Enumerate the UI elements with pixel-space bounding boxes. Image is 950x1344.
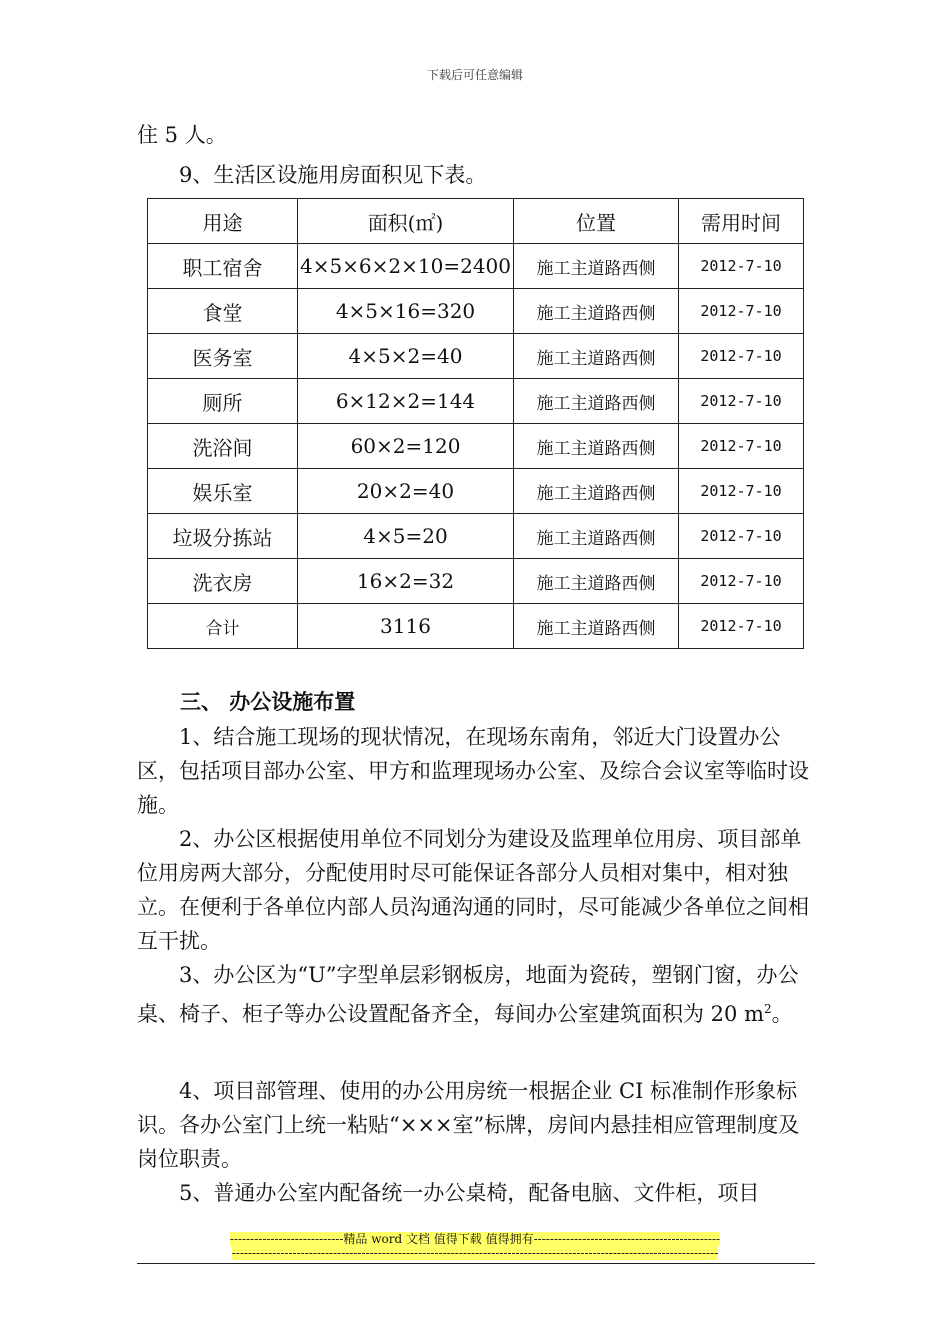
paragraph-3-text: 3、办公区为“U”字型单层彩钢板房，地面为瓷砖，塑钢门窗，办公桌、椅子、柜子等办公设置配备齐全，每间办公室建筑面积为 20 m [137,963,799,1026]
table-cell-date: 2012-7-10 [679,334,804,379]
table-cell-location: 施工主道路西侧 [514,559,679,604]
table-cell-location: 施工主道路西侧 [514,469,679,514]
table-cell-use: 职工宿舍 [148,244,298,289]
table-cell-use: 洗浴间 [148,424,298,469]
table-cell-location: 施工主道路西侧 [514,424,679,469]
table-row [148,244,804,289]
table-row [148,469,804,514]
paragraph-4: 4、项目部管理、使用的办公用房统一根据企业 CI 标准制作形象标识。各办公室门上统一粘贴“×××室”标牌，房间内悬挂相应管理制度及岗位职责。 [137,1079,800,1171]
paragraph-3 [137,958,817,1031]
table-cell-use: 垃圾分拣站 [148,514,298,559]
table-cell-date: 2012-7-10 [679,424,804,469]
table-cell-area: 4×5×6×2×10=2400 [298,244,514,289]
header-cell: 面积(㎡) [298,199,514,244]
table-cell-location: 施工主道路西侧 [514,514,679,559]
table-row [148,559,804,604]
table-cell-location: 施工主道路西侧 [514,289,679,334]
paragraph-1: 1、结合施工现场的现状情况，在现场东南角，邻近大门设置办公区，包括项目部办公室、甲方和监理现场办公室、及综合会议室等临时设施。 [137,725,809,817]
header-cell: 位置 [514,199,679,244]
table-total-row [148,604,804,649]
table-cell-use: 厕所 [148,379,298,424]
table-cell-area: 4×5×16=320 [298,289,514,334]
footer-banner-text: ----------------------------精品 word 文档 值得下载 值得拥有---------------------------------------------- [229,1232,721,1246]
table-cell-date: 2012-7-10 [679,244,804,289]
table-cell-use: 洗衣房 [148,559,298,604]
table-cell-date: 2012-7-10 [679,289,804,334]
table-cell-location: 施工主道路西侧 [514,604,679,649]
table-cell-area: 60×2=120 [298,424,514,469]
table-cell-location: 施工主道路西侧 [514,379,679,424]
table-cell-area: 20×2=40 [298,469,514,514]
table-cell-area: 6×12×2=144 [298,379,514,424]
table-cell-date: 2012-7-10 [679,604,804,649]
section-heading: 三、 办公设施布置 [180,689,356,714]
footer-banner [0,1230,950,1247]
table-row [148,379,804,424]
table-row [148,514,804,559]
table-cell-area: 4×5=20 [298,514,514,559]
header-cell: 用途 [148,199,298,244]
table-cell-date: 2012-7-10 [679,379,804,424]
header-note: 下载后可任意编辑 [426,68,523,82]
table-row [148,334,804,379]
paragraph-5: 5、普通办公室内配备统一办公桌椅，配备电脑、文件柜，项目 [179,1181,760,1205]
footer-dashes-text: ------------------------------------------------------------------------------------------------------------------------ [231,1246,719,1260]
table-cell-use: 医务室 [148,334,298,379]
table-header-row [148,199,804,244]
table-cell-location: 施工主道路西侧 [514,334,679,379]
paragraph-2: 2、办公区根据使用单位不同划分为建设及监理单位用房、项目部单位用房两大部分，分配使用时尽可能保证各部分人员相对集中，相对独立。在便利于各单位内部人员沟通沟通的同时，尽可能减少各单位之间相互干扰。 [137,827,809,953]
facilities-table [147,198,804,649]
table-cell-date: 2012-7-10 [679,514,804,559]
superscript-2: 2 [763,1002,772,1016]
table-cell-area: 3116 [298,604,514,649]
table-row [148,289,804,334]
table-cell-area: 16×2=32 [298,559,514,604]
table-row [148,424,804,469]
table-cell-location: 施工主道路西侧 [514,244,679,289]
intro-line-1: 住 5 人。 [137,123,227,147]
table-cell-use: 食堂 [148,289,298,334]
table-cell-date: 2012-7-10 [679,469,804,514]
table-cell-use: 合计 [148,604,298,649]
table-cell-date: 2012-7-10 [679,559,804,604]
footer-dashes [0,1246,950,1260]
table-cell-use: 娱乐室 [148,469,298,514]
footer-rule [137,1263,815,1264]
header-cell: 需用时间 [679,199,804,244]
intro-line-2: 9、生活区设施用房面积见下表。 [179,163,487,187]
paragraph-3-end: 。 [771,1002,793,1026]
table-cell-area: 4×5×2=40 [298,334,514,379]
